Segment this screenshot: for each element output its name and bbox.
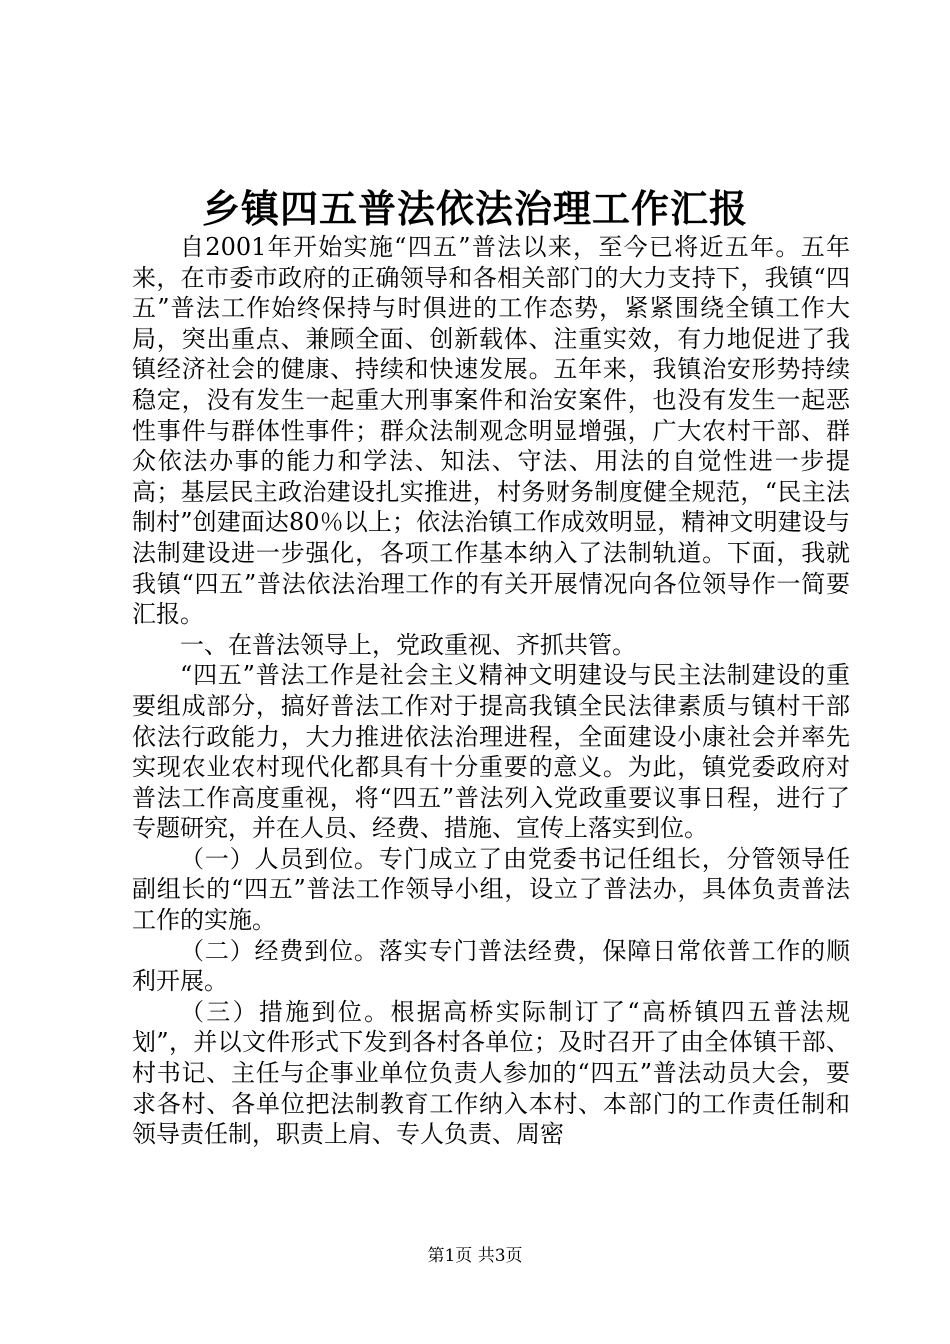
document-title: 乡镇四五普法依法治理工作汇报 [201, 186, 748, 231]
page-number-footer: 第1页 共3页 [427, 1246, 523, 1266]
document-body [132, 232, 850, 1150]
paragraph-significance: “四五”普法工作是社会主义精神文明建设与民主法制建设的重要组成部分，搞好普法工作对于提高我镇全民法律素质与镇村干部依法行政能力，大力推进依法治理进程，全面建设小康社会并率先实现农业农村现代化都具有十分重要的意义。为此，镇党委政府对普法工作高度重视，将“四五”普法列入党政重要议事日程，进行了专题研究，并在人员、经费、措施、宣传上落实到位。 [132, 661, 850, 843]
paragraph-measures: （三）措施到位。根据高桥实际制订了“高桥镇四五普法规划”，并以文件形式下发到各村各单位；及时召开了由全体镇干部、村书记、主任与企事业单位负责人参加的“四五”普法动员大会，要求各村、各单位把法制教育工作纳入本村、本部门的工作责任制和领导责任制，职责上肩、专人负责、周密 [132, 997, 850, 1149]
paragraph-personnel: （一）人员到位。专门成立了由党委书记任组长，分管领导任副组长的“四五”普法工作领导小组，设立了普法办，具体负责普法工作的实施。 [132, 844, 850, 935]
section-heading-1: 一、在普法领导上，党政重视、齐抓共管。 [180, 630, 636, 659]
paragraph-intro: 自2001年开始实施“四五”普法以来，至今已将近五年。五年来，在市委市政府的正确领导和各相关部门的大力支持下，我镇“四五”普法工作始终保持与时俱进的工作态势，紧紧围绕全镇工作大局，突出重点、兼顾全面、创新载体、注重实效，有力地促进了我镇经济社会的健康、持续和快速发展。五年来，我镇治安形势持续稳定，没有发生一起重大刑事案件和治安案件，也没有发生一起恶性事件与群体性事件；群众法制观念明显增强，广大农村干部、群众依法办事的能力和学法、知法、守法、用法的自觉性进一步提高；基层民主政治建设扎实推进，村务财务制度健全规范，“民主法制村”创建面达80％以上；依法治镇工作成效明显，精神文明建设与法制建设进一步强化，各项工作基本纳入了法制轨道。下面，我就我镇“四五”普法依法治理工作的有关开展情况向各位领导作一简要汇报。 [132, 233, 850, 629]
paragraph-funding: （二）经费到位。落实专门普法经费，保障日常依普工作的顺利开展。 [132, 936, 850, 996]
